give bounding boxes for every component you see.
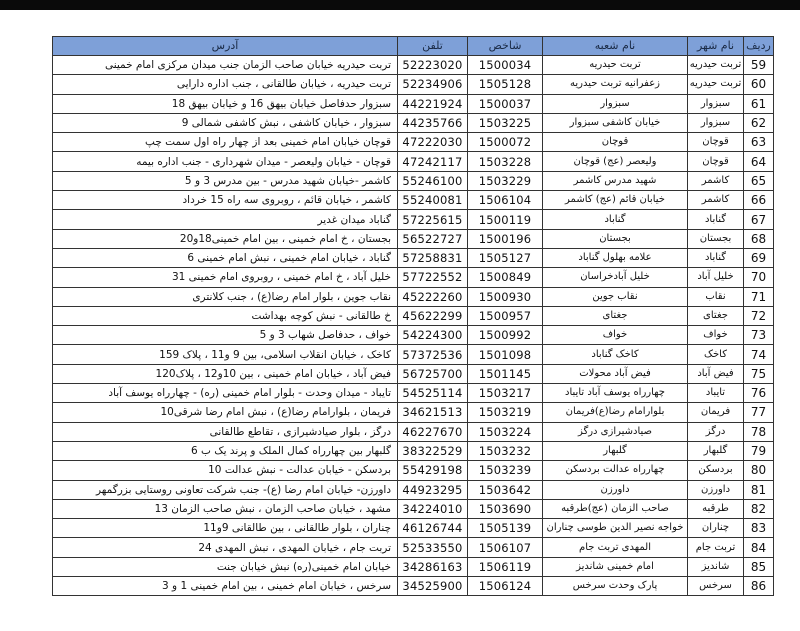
table-body: [53, 56, 774, 596]
cell-address: قوچان - خیابان ولیعصر - میدان شهرداری - جنب اداره بیمه: [53, 152, 398, 171]
cell-branch: شهید مدرس کاشمر: [543, 171, 688, 190]
cell-row-number: 68: [744, 229, 774, 248]
cell-code: 1506104: [468, 191, 543, 210]
cell-phone: 34224010: [398, 499, 468, 518]
cell-address: کاشمر ، خیابان قائم ، روبروی سه راه 15 خرداد: [53, 191, 398, 210]
cell-phone: 57258831: [398, 248, 468, 267]
table-row: [53, 557, 774, 576]
cell-row-number: 72: [744, 306, 774, 325]
cell-row-number: 71: [744, 287, 774, 306]
cell-branch: چهارراه یوسف آباد تایباد: [543, 384, 688, 403]
cell-city: داورزن: [688, 480, 744, 499]
cell-address: تربت حیدریه ، خیابان طالقانی ، جنب اداره دارایی: [53, 75, 398, 94]
cell-branch: علامه بهلول گناباد: [543, 248, 688, 267]
header-row-number: ردیف: [744, 37, 774, 56]
cell-branch: صاحب الزمان (عج)طرقبه: [543, 499, 688, 518]
table-row: [53, 519, 774, 538]
cell-code: 1501098: [468, 345, 543, 364]
table-row: [53, 171, 774, 190]
cell-city: گناباد: [688, 248, 744, 267]
cell-phone: 44221924: [398, 94, 468, 113]
cell-code: 1500849: [468, 268, 543, 287]
cell-phone: 34525900: [398, 577, 468, 596]
cell-phone: 55246100: [398, 171, 468, 190]
cell-row-number: 81: [744, 480, 774, 499]
cell-address: مشهد ، خیابان صاحب الزمان ، نبش صاحب الزمان 13: [53, 499, 398, 518]
cell-row-number: 75: [744, 364, 774, 383]
table-row: [53, 152, 774, 171]
cell-row-number: 64: [744, 152, 774, 171]
cell-address: درگز ، بلوار صیادشیرازی ، تقاطع طالقانی: [53, 422, 398, 441]
cell-code: 1500119: [468, 210, 543, 229]
cell-row-number: 66: [744, 191, 774, 210]
cell-row-number: 73: [744, 326, 774, 345]
cell-branch: گناباد: [543, 210, 688, 229]
cell-phone: 44923295: [398, 480, 468, 499]
cell-city: تربت حیدریه: [688, 75, 744, 94]
cell-phone: 47242117: [398, 152, 468, 171]
cell-address: گلبهار بین چهارراه کمال الملک و پرند یک ب 6: [53, 441, 398, 460]
table-row: [53, 480, 774, 499]
cell-city: بردسکن: [688, 461, 744, 480]
cell-city: جغتای: [688, 306, 744, 325]
cell-row-number: 69: [744, 248, 774, 267]
cell-phone: 44235766: [398, 113, 468, 132]
cell-city: گناباد: [688, 210, 744, 229]
cell-phone: 54525114: [398, 384, 468, 403]
top-border-bar: [0, 0, 800, 10]
cell-phone: 52234906: [398, 75, 468, 94]
cell-branch: نقاب جوین: [543, 287, 688, 306]
cell-phone: 57372536: [398, 345, 468, 364]
cell-branch: پارک وحدت سرخس: [543, 577, 688, 596]
table-row: [53, 268, 774, 287]
cell-phone: 46227670: [398, 422, 468, 441]
cell-row-number: 70: [744, 268, 774, 287]
table-row: [53, 364, 774, 383]
cell-city: سبزوار: [688, 94, 744, 113]
cell-address: خ طالقانی - نبش کوچه بهداشت: [53, 306, 398, 325]
cell-code: 1506124: [468, 577, 543, 596]
cell-row-number: 84: [744, 538, 774, 557]
header-phone: تلفن: [398, 37, 468, 56]
cell-row-number: 74: [744, 345, 774, 364]
table-row: [53, 306, 774, 325]
cell-branch: المهدی تربت جام: [543, 538, 688, 557]
cell-branch: خواف: [543, 326, 688, 345]
cell-code: 1503224: [468, 422, 543, 441]
cell-city: خواف: [688, 326, 744, 345]
cell-address: تربت جام ، خیابان المهدی ، نبش المهدی 24: [53, 538, 398, 557]
cell-branch: خیابان قائم (عج) کاشمر: [543, 191, 688, 210]
cell-phone: 56522727: [398, 229, 468, 248]
cell-address: داورزن- خیابان امام رضا (ع)- جنب شرکت تعاونی روستایی بزرگمهر: [53, 480, 398, 499]
table-row: [53, 461, 774, 480]
cell-row-number: 80: [744, 461, 774, 480]
table-row: [53, 229, 774, 248]
table-row: [53, 248, 774, 267]
cell-address: کاخک ، خیابان انقلاب اسلامی، بین 9 و11 ، پلاک 159: [53, 345, 398, 364]
cell-row-number: 78: [744, 422, 774, 441]
cell-branch: بجستان: [543, 229, 688, 248]
cell-code: 1503229: [468, 171, 543, 190]
cell-phone: 54224300: [398, 326, 468, 345]
cell-branch: داورزن: [543, 480, 688, 499]
cell-branch: جغتای: [543, 306, 688, 325]
cell-code: 1500930: [468, 287, 543, 306]
cell-phone: 52223020: [398, 56, 468, 75]
cell-code: 1503225: [468, 113, 543, 132]
cell-phone: 38322529: [398, 441, 468, 460]
cell-code: 1505127: [468, 248, 543, 267]
table-row: [53, 326, 774, 345]
cell-branch: خلیل آبادخراسان: [543, 268, 688, 287]
cell-code: 1500037: [468, 94, 543, 113]
cell-code: 1506119: [468, 557, 543, 576]
cell-address: گناباد میدان غدیر: [53, 210, 398, 229]
cell-branch: گلبهار: [543, 441, 688, 460]
cell-address: سبزوار حدفاصل خیابان بیهق 16 و خیابان بیهق 18: [53, 94, 398, 113]
cell-code: 1506107: [468, 538, 543, 557]
cell-row-number: 86: [744, 577, 774, 596]
cell-city: کاشمر: [688, 191, 744, 210]
cell-phone: 57722552: [398, 268, 468, 287]
cell-row-number: 77: [744, 403, 774, 422]
cell-row-number: 76: [744, 384, 774, 403]
cell-phone: 46126744: [398, 519, 468, 538]
cell-address: خواف ، حدفاصل شهاب 3 و 5: [53, 326, 398, 345]
cell-phone: 45622299: [398, 306, 468, 325]
cell-address: بجستان ، خ امام خمینی ، بین امام خمینی18و20: [53, 229, 398, 248]
cell-city: خلیل آباد: [688, 268, 744, 287]
cell-branch: چهارراه عدالت بردسکن: [543, 461, 688, 480]
cell-address: فیض آباد ، خیابان امام خمینی ، بین 10و12 ، پلاک120: [53, 364, 398, 383]
table-row: [53, 113, 774, 132]
cell-branch: فیض آباد محولات: [543, 364, 688, 383]
cell-branch: زعفرانیه تربت حیدریه: [543, 75, 688, 94]
cell-row-number: 61: [744, 94, 774, 113]
cell-phone: 45222260: [398, 287, 468, 306]
cell-branch: کاخک گناباد: [543, 345, 688, 364]
cell-row-number: 65: [744, 171, 774, 190]
cell-code: 1503642: [468, 480, 543, 499]
table-row: [53, 287, 774, 306]
table-row: [53, 403, 774, 422]
cell-city: کاشمر: [688, 171, 744, 190]
cell-code: 1500957: [468, 306, 543, 325]
cell-address: نقاب جوین ، بلوار امام رضا(ع) ، جنب کلانتری: [53, 287, 398, 306]
table-row: [53, 75, 774, 94]
cell-address: فریمان ، بلوارامام رضا(ع) ، نبش امام رضا شرقی10: [53, 403, 398, 422]
table-row: [53, 345, 774, 364]
cell-code: 1503232: [468, 441, 543, 460]
cell-code: 1500034: [468, 56, 543, 75]
cell-address: قوچان خیابان امام خمینی بعد از چهار راه اول سمت چپ: [53, 133, 398, 152]
cell-city: قوچان: [688, 152, 744, 171]
cell-branch: خواجه نصیر الدین طوسی چناران: [543, 519, 688, 538]
header-city: نام شهر: [688, 37, 744, 56]
cell-row-number: 60: [744, 75, 774, 94]
table-row: [53, 499, 774, 518]
cell-phone: 34621513: [398, 403, 468, 422]
cell-code: 1500196: [468, 229, 543, 248]
table-header-row: [53, 37, 774, 56]
cell-phone: 55240081: [398, 191, 468, 210]
table-row: [53, 94, 774, 113]
cell-city: بجستان: [688, 229, 744, 248]
cell-phone: 57225615: [398, 210, 468, 229]
cell-address: چناران ، بلوار طالقانی ، بین طالقانی 9و11: [53, 519, 398, 538]
table-row: [53, 577, 774, 596]
cell-row-number: 82: [744, 499, 774, 518]
cell-phone: 56725700: [398, 364, 468, 383]
cell-code: 1503217: [468, 384, 543, 403]
cell-city: شاندیز: [688, 557, 744, 576]
table-row: [53, 133, 774, 152]
cell-city: درگز: [688, 422, 744, 441]
cell-branch: سبزوار: [543, 94, 688, 113]
cell-city: قوچان: [688, 133, 744, 152]
table-row: [53, 441, 774, 460]
table-row: [53, 538, 774, 557]
cell-row-number: 62: [744, 113, 774, 132]
cell-city: تایباد: [688, 384, 744, 403]
cell-branch: صیادشیرازی درگز: [543, 422, 688, 441]
cell-phone: 47222030: [398, 133, 468, 152]
cell-code: 1505128: [468, 75, 543, 94]
cell-branch: خیابان کاشفی سبزوار: [543, 113, 688, 132]
cell-city: سبزوار: [688, 113, 744, 132]
cell-address: خیابان امام خمینی(ره) نبش خیابان جنت: [53, 557, 398, 576]
table-row: [53, 191, 774, 210]
cell-code: 1503690: [468, 499, 543, 518]
cell-address: سرخس ، خیابان امام خمینی ، بین امام خمینی 1 و 3: [53, 577, 398, 596]
cell-address: سبزوار ، خیابان کاشفی ، نبش کاشفی شمالی 9: [53, 113, 398, 132]
header-branch: نام شعبه: [543, 37, 688, 56]
cell-address: خلیل آباد ، خ امام خمینی ، روبروی امام خمینی 31: [53, 268, 398, 287]
cell-row-number: 85: [744, 557, 774, 576]
cell-code: 1501145: [468, 364, 543, 383]
cell-code: 1505139: [468, 519, 543, 538]
cell-row-number: 79: [744, 441, 774, 460]
cell-row-number: 83: [744, 519, 774, 538]
branch-table: [52, 36, 774, 596]
cell-row-number: 59: [744, 56, 774, 75]
cell-row-number: 67: [744, 210, 774, 229]
branch-table-container: [52, 36, 773, 596]
table-row: [53, 210, 774, 229]
cell-code: 1503228: [468, 152, 543, 171]
cell-city: فریمان: [688, 403, 744, 422]
cell-address: کاشمر -خیابان شهید مدرس - بین مدرس 3 و 5: [53, 171, 398, 190]
cell-phone: 52533550: [398, 538, 468, 557]
cell-city: فیض آباد: [688, 364, 744, 383]
cell-code: 1503219: [468, 403, 543, 422]
cell-city: تربت جام: [688, 538, 744, 557]
cell-row-number: 63: [744, 133, 774, 152]
cell-city: نقاب: [688, 287, 744, 306]
cell-address: تایباد - میدان وحدت - بلوار امام خمینی (ره) - چهارراه یوسف آباد: [53, 384, 398, 403]
cell-branch: امام خمینی شاندیز: [543, 557, 688, 576]
cell-city: گلبهار: [688, 441, 744, 460]
table-row: [53, 56, 774, 75]
header-address: آدرس: [53, 37, 398, 56]
cell-branch: تربت حیدریه: [543, 56, 688, 75]
cell-code: 1503239: [468, 461, 543, 480]
cell-address: گناباد ، خیابان امام خمینی ، نبش امام خمینی 6: [53, 248, 398, 267]
cell-branch: ولیعصر (عج) قوچان: [543, 152, 688, 171]
cell-address: بردسکن - خیابان عدالت - نبش عدالت 10: [53, 461, 398, 480]
cell-city: کاخک: [688, 345, 744, 364]
cell-phone: 55429198: [398, 461, 468, 480]
cell-city: چناران: [688, 519, 744, 538]
cell-code: 1500992: [468, 326, 543, 345]
cell-branch: قوچان: [543, 133, 688, 152]
table-row: [53, 384, 774, 403]
cell-code: 1500072: [468, 133, 543, 152]
cell-city: سرخس: [688, 577, 744, 596]
cell-city: طرقبه: [688, 499, 744, 518]
table-row: [53, 422, 774, 441]
cell-address: تربت حیدریه خیابان صاحب الزمان جنب میدان مرکزی امام خمینی: [53, 56, 398, 75]
header-code: شاخص: [468, 37, 543, 56]
cell-city: تربت حیدریه: [688, 56, 744, 75]
cell-branch: بلوارامام رضا(ع)فریمان: [543, 403, 688, 422]
cell-phone: 34286163: [398, 557, 468, 576]
